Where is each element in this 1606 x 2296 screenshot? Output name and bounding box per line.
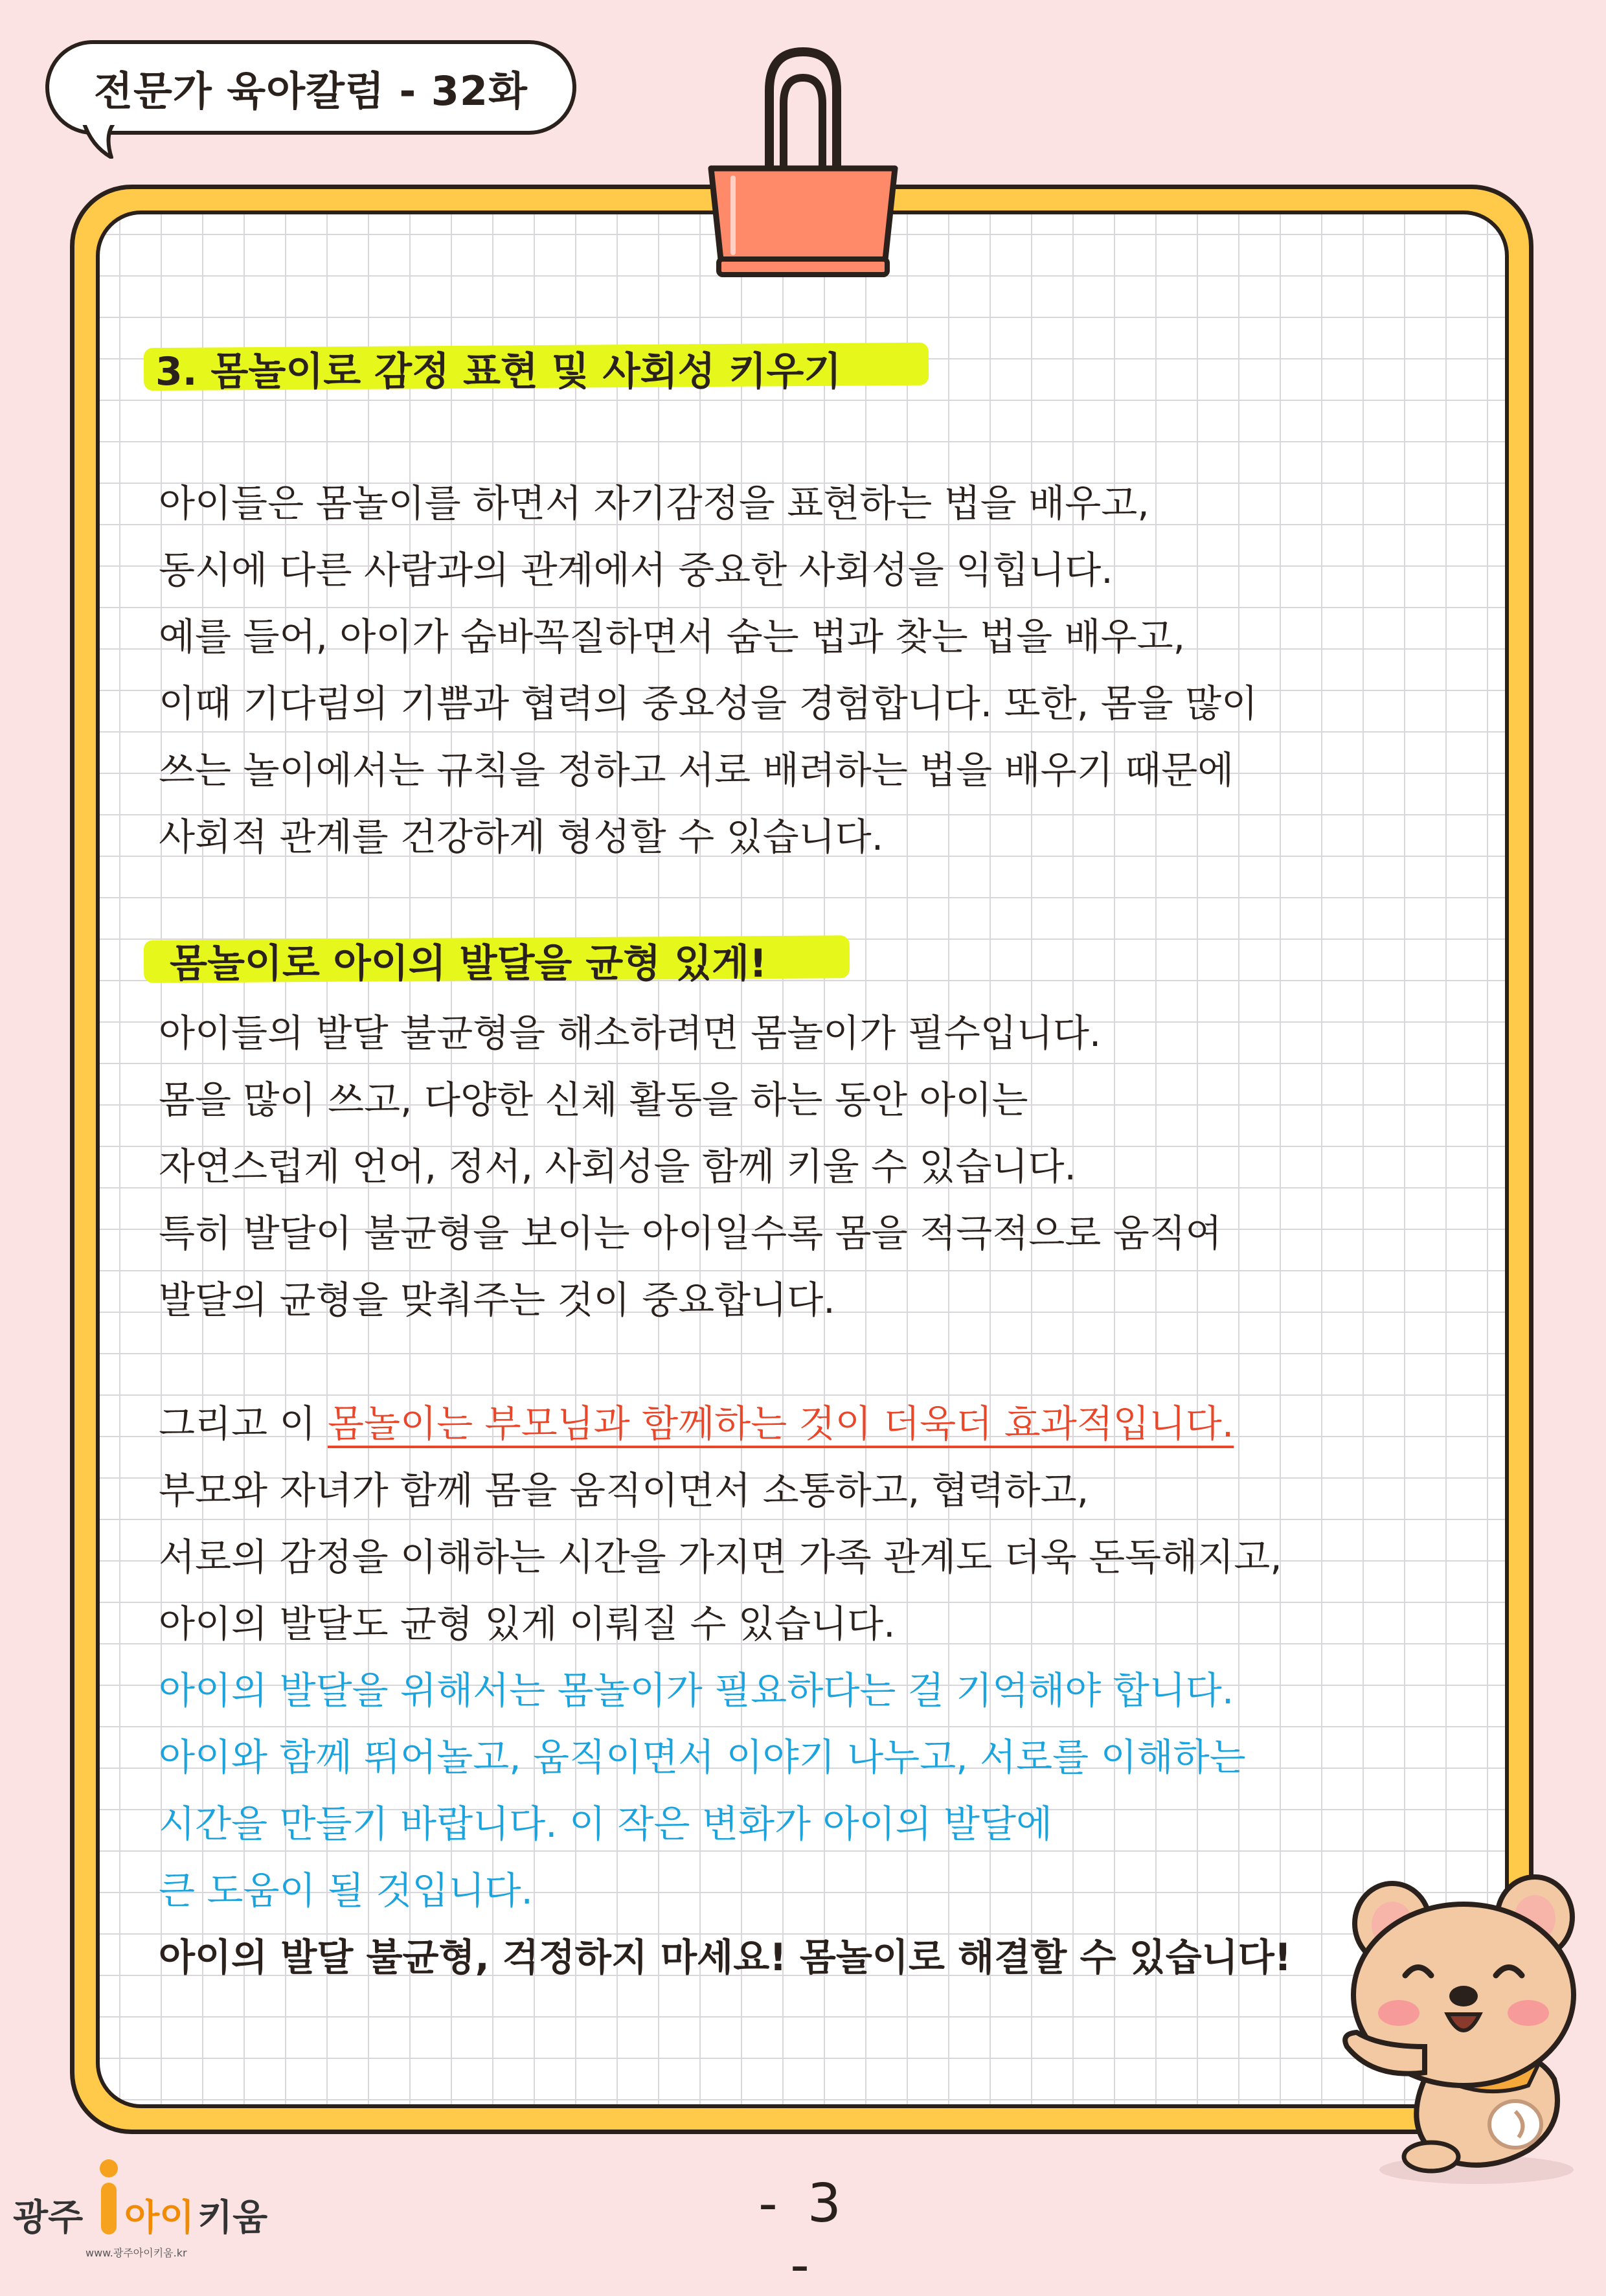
section5-intro-prefix: 그리고 이 — [159, 1402, 328, 1446]
section5-blue-line: 아이와 함께 뛰어놀고, 움직이면서 이야기 나누고, 서로를 이해하는 — [159, 1735, 1246, 1779]
section3-line: 사회적 관계를 건강하게 형성할 수 있습니다. — [159, 815, 884, 859]
section4-line: 특히 발달이 불균형을 보이는 아이일수록 몸을 적극적으로 움직여 — [159, 1211, 1222, 1255]
section3-heading: 3. 몸놀이로 감정 표현 및 사회성 키우기 — [155, 349, 842, 394]
logo-text-gwangju: 광주 — [13, 2197, 84, 2239]
logo-text-ai: 아이 — [124, 2197, 195, 2239]
section5-intro — [159, 1391, 1282, 1457]
section4-heading: 몸놀이로 아이의 발달을 균형 있게! — [170, 941, 767, 986]
section5-blue-line: 아이의 발달을 위해서는 몸놀이가 필요하다는 걸 기억해야 합니다. — [159, 1668, 1234, 1712]
section3-line: 아이들은 몸놀이를 하면서 자기감정을 표현하는 법을 배우고, — [159, 481, 1149, 525]
logo-text-kium: 키움 — [198, 2197, 268, 2239]
quokka-mascot-icon — [1321, 1852, 1593, 2189]
section4-line: 발달의 균형을 맞춰주는 것이 중요합니다. — [159, 1278, 835, 1322]
bubble-tail-icon — [78, 120, 136, 159]
section3-line: 이때 기다림의 기쁨과 협력의 중요성을 경험합니다. 또한, 몸을 많이 — [159, 681, 1258, 725]
section5-line: 서로의 감정을 이해하는 시간을 가지면 가족 관계도 더욱 돈독해지고, — [159, 1535, 1282, 1579]
section5-line: 부모와 자녀가 함께 몸을 움직이면서 소통하고, 협력하고, — [159, 1468, 1089, 1512]
section3-body — [159, 470, 1258, 870]
section5-line: 아이의 발달도 균형 있게 이뤄질 수 있습니다. — [159, 1602, 896, 1646]
section3-line: 쓰는 놀이에서는 규칙을 정하고 서로 배려하는 법을 배우기 때문에 — [159, 748, 1234, 792]
logo-url: www.광주아이키움.kr — [85, 2247, 187, 2259]
section3-line: 예를 들어, 아이가 숨바꼭질하면서 숨는 법과 찾는 법을 배우고, — [159, 615, 1186, 659]
column-tag-text: 전문가 육아칼럼 - 32화 — [94, 67, 528, 115]
binder-clip-icon — [699, 39, 907, 278]
section4-body — [159, 1000, 1222, 1334]
closing-statement: 아이의 발달 불균형, 걱정하지 마세요! 몸놀이로 해결할 수 있습니다! — [159, 1935, 1292, 1979]
page-number: - 3 - — [758, 2173, 848, 2296]
section4-line: 아이들의 발달 불균형을 해소하려면 몸놀이가 필수입니다. — [159, 1011, 1102, 1055]
section5-emphasis: 몸놀이는 부모님과 함께하는 것이 더욱더 효과적입니다. — [328, 1402, 1234, 1446]
logo-i-icon — [96, 2158, 122, 2236]
section5-blue-line: 큰 도움이 될 것입니다. — [159, 1869, 533, 1913]
section3-line: 동시에 다른 사람과의 관계에서 중요한 사회성을 익힙니다. — [159, 548, 1113, 592]
section5-body — [159, 1391, 1282, 1924]
section4-line: 자연스럽게 언어, 정서, 사회성을 함께 키울 수 있습니다. — [159, 1144, 1076, 1188]
section4-line: 몸을 많이 쓰고, 다양한 신체 활동을 하는 동안 아이는 — [159, 1078, 1028, 1122]
section5-blue-line: 시간을 만들기 바랍니다. 이 작은 변화가 아이의 발달에 — [159, 1802, 1053, 1846]
